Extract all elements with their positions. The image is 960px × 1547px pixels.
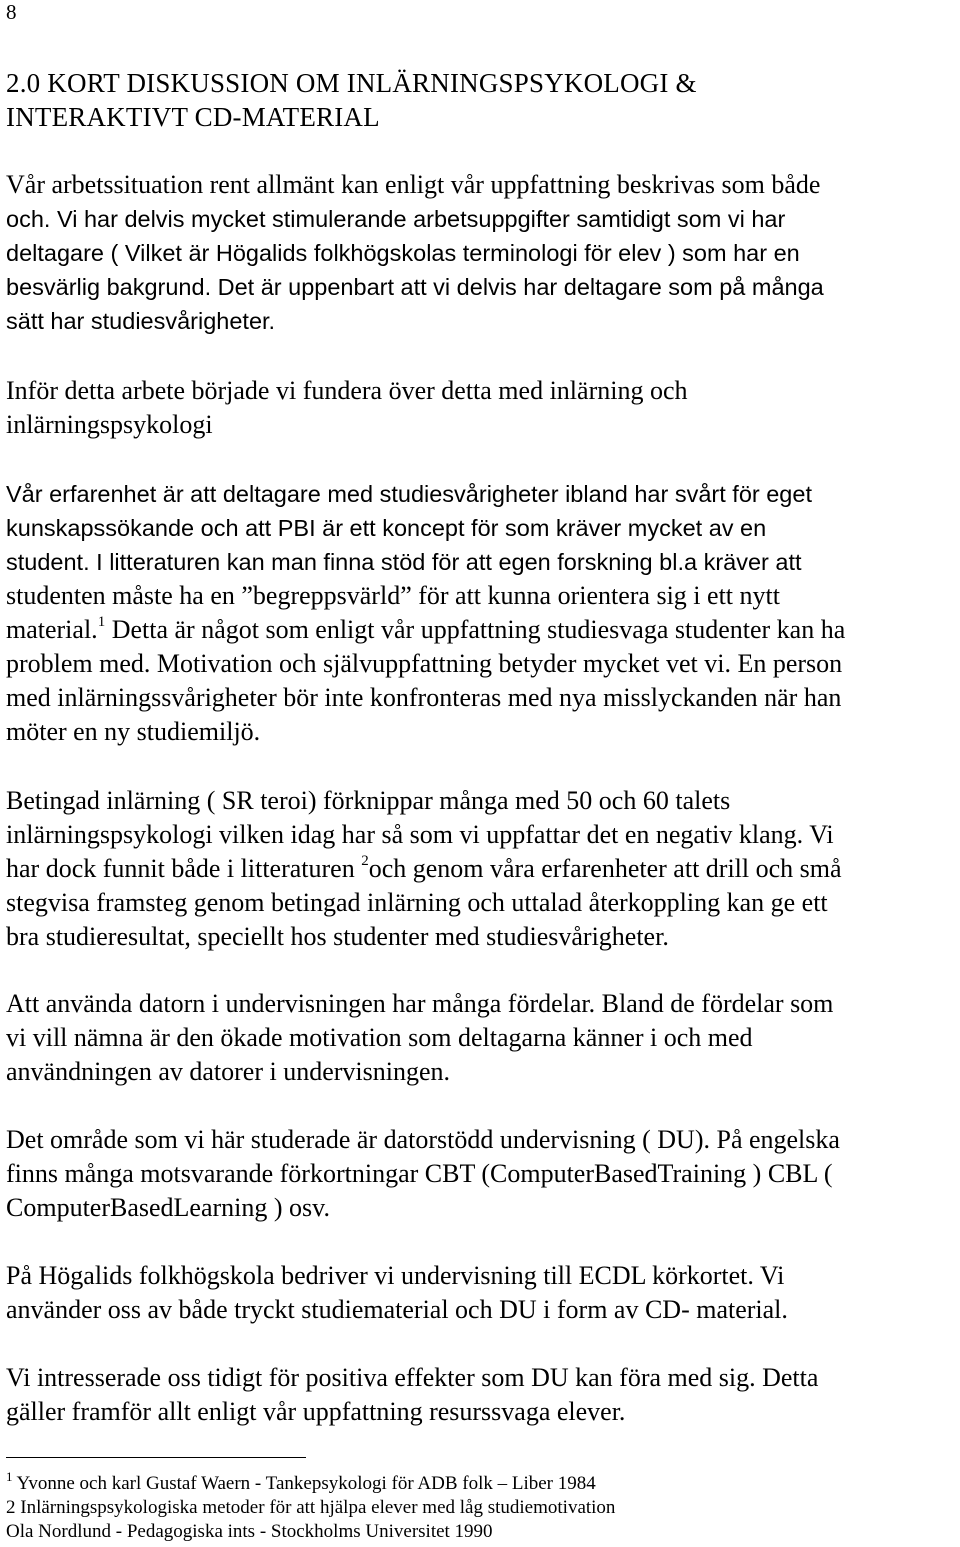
text-line: deltagare ( Vilket är Högalids folkhögskolas terminologi för elev ) som har en xyxy=(6,240,800,266)
text-line: Vi intresserade oss tidigt för positiva effekter som DU kan föra med sig. Detta xyxy=(6,1363,819,1392)
paragraph-positive-effects xyxy=(6,1361,954,1429)
text-line: kunskapssökande och att PBI är ett koncept för som kräver mycket av en xyxy=(6,515,767,541)
text-line: Inför detta arbete började vi fundera över detta med inlärning och xyxy=(6,376,688,405)
paragraph-computer-benefits xyxy=(6,987,954,1089)
heading-line-1: 2.0 KORT DISKUSSION OM INLÄRNINGSPSYKOLOGI & xyxy=(6,68,697,98)
text-line: möter en ny studiemiljö. xyxy=(6,717,261,746)
text-line: inlärningspsykologi vilken idag har så som vi uppfattar det en negativ klang. Vi xyxy=(6,820,834,849)
text-line: gäller framför allt enligt vår uppfattning resurssvaga elever. xyxy=(6,1397,626,1426)
paragraph-experience xyxy=(6,477,954,749)
heading-line-2: INTERAKTIVT CD-MATERIAL xyxy=(6,102,380,132)
text-line: studenten måste ha en ”begreppsvärld” för att kunna orientera sig i ett nytt xyxy=(6,581,780,610)
text-fragment: material. xyxy=(6,615,98,644)
text-line: finns många motsvarande förkortningar CBT (ComputerBasedTraining ) CBL ( xyxy=(6,1159,833,1188)
text-line: besvärlig bakgrund. Det är uppenbart att vi delvis har deltagare som på många xyxy=(6,274,824,300)
paragraph-work-situation xyxy=(6,168,954,338)
text-line: med inlärningssvårigheter bör inte konfronteras med nya misslyckanden när han xyxy=(6,683,842,712)
text-line: student. I litteraturen kan man finna stöd för att egen forskning bl.a kräver att xyxy=(6,549,802,575)
text-fragment: Detta är något som enligt vår uppfattning studiesvaga studenter kan ha xyxy=(105,615,846,644)
text-line: Det område som vi här studerade är datorstödd undervisning ( DU). På engelska xyxy=(6,1125,840,1154)
text-line: använder oss av både tryckt studiematerial och DU i form av CD- material. xyxy=(6,1295,788,1324)
text-line: sätt har studiesvårigheter. xyxy=(6,308,276,334)
text-line: Att använda datorn i undervisningen har många fördelar. Bland de fördelar som xyxy=(6,989,834,1018)
footnote-marker-2: 2 xyxy=(361,853,369,870)
text-line: vi vill nämna är den ökade motivation som deltagarna känner i och med xyxy=(6,1023,753,1052)
footnotes xyxy=(6,1468,954,1544)
text-line: användningen av datorer i undervisningen. xyxy=(6,1057,451,1086)
text-line: bra studieresultat, speciellt hos studenter med studiesvårigheter. xyxy=(6,922,669,951)
footnote-2: 2 Inlärningspsykologiska metoder för att hjälpa elever med låg studiemotivation xyxy=(6,1497,616,1518)
paragraph-learning-intro xyxy=(6,374,954,442)
footnote-divider xyxy=(6,1457,306,1458)
text-fragment: har dock funnit både i litteraturen xyxy=(6,854,362,883)
text-line: Vår arbetssituation rent allmänt kan enligt vår uppfattning beskrivas som både xyxy=(6,170,821,199)
text-line xyxy=(6,852,954,886)
footnote-marker-1: 1 xyxy=(97,614,106,631)
text-line xyxy=(6,613,954,647)
text-fragment: och genom våra erfarenheter att drill och små xyxy=(368,854,842,883)
footnote-1-number: 1 xyxy=(6,1468,13,1484)
footnote-2-continued: Ola Nordlund - Pedagogiska ints - Stockholms Universitet 1990 xyxy=(6,1521,493,1542)
text-line: Betingad inlärning ( SR teroi) förknippar många med 50 och 60 talets xyxy=(6,786,731,815)
section-heading xyxy=(6,66,946,134)
paragraph-ecdl xyxy=(6,1259,954,1327)
text-line: ComputerBasedLearning ) osv. xyxy=(6,1193,330,1222)
text-line: På Högalids folkhögskola bedriver vi undervisning till ECDL körkortet. Vi xyxy=(6,1261,785,1290)
text-line: problem med. Motivation och självuppfattning betyder mycket vet vi. En person xyxy=(6,649,843,678)
footnote-1-text: Yvonne och karl Gustaf Waern - Tankepsykologi för ADB folk – Liber 1984 xyxy=(12,1473,596,1494)
text-line: Vår erfarenhet är att deltagare med studiesvårigheter ibland har svårt för eget xyxy=(6,481,812,507)
paragraph-study-area xyxy=(6,1123,954,1225)
page-number: 8 xyxy=(6,0,17,24)
paragraph-conditioned-learning xyxy=(6,784,954,954)
text-line: inlärningspsykologi xyxy=(6,410,213,439)
footnote-1 xyxy=(6,1468,954,1496)
text-line: stegvisa framsteg genom betingad inlärning och uttalad återkoppling kan ge ett xyxy=(6,888,828,917)
text-line: och. Vi har delvis mycket stimulerande arbetsuppgifter samtidigt som vi har xyxy=(6,206,786,232)
